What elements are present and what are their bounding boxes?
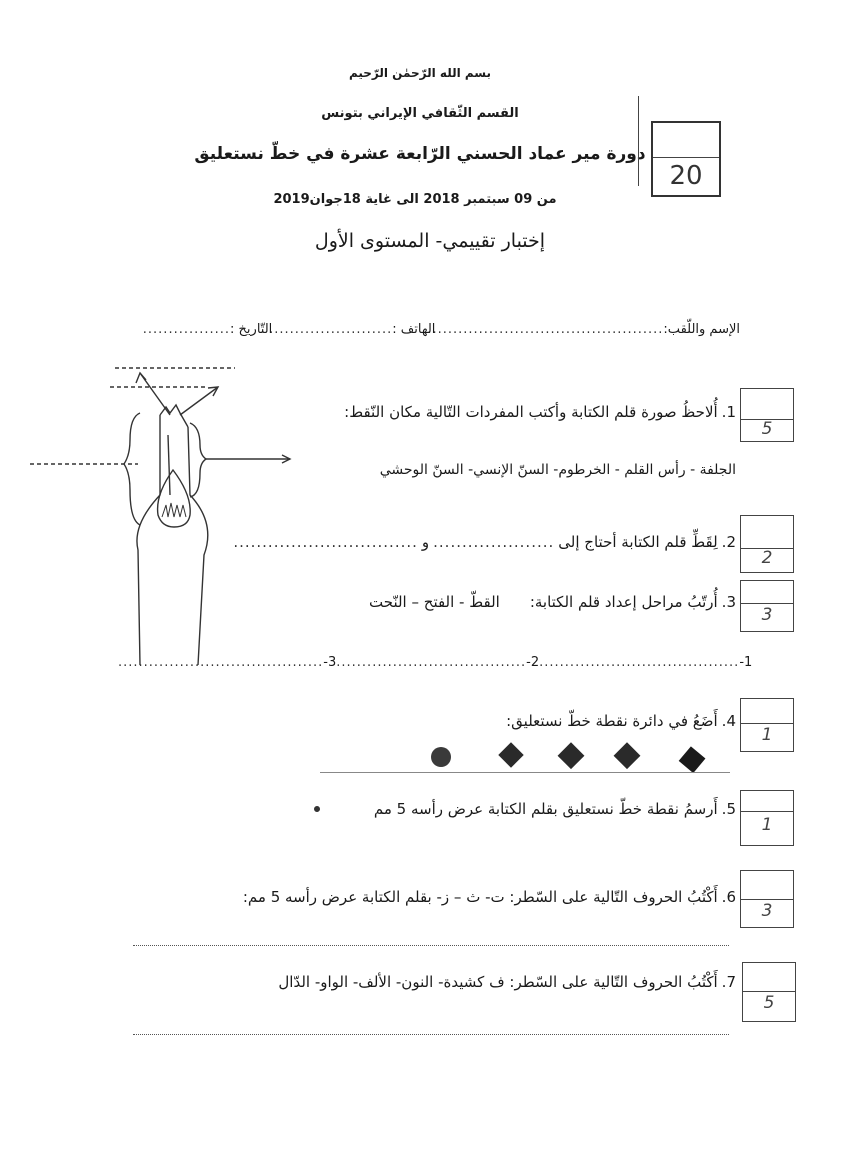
score-box-q5: 1 [740,790,794,846]
pen-nib [160,405,188,427]
score-box-q6: 3 [740,870,794,928]
score-box-q7: 5 [742,962,796,1022]
question-6: 6. أَكْتُبُ الحروف التّالية على السّطر: ت- ث – ز- بقلم الكتابة عرض رأسه 5 مم: [242,888,736,906]
question-3: 3. أُرتّبُ مراحل إعداد قلم الكتابة: القطّ - الفتح – النّحت [369,593,736,611]
dot-options [420,740,720,774]
pen-diagram [20,355,310,670]
grade-box-bracket [638,96,639,186]
total-grade: 20 [669,161,703,191]
institution-name: القسم الثّقافي الإيراني بتونس [321,106,519,121]
question-1-terms: الجلفة - رأس القلم - الخرطوم- السنّ الإنسي- السنّ الوحشي [379,462,736,478]
course-title: دورة مير عماد الحسني الرّابعة عشرة في خطّ نستعليق [194,144,646,164]
pen-body-right [188,427,208,665]
name-label: الإسم واللّقب: [663,322,740,337]
name-field[interactable]: .............................................. [427,322,664,337]
total-grade-box [651,121,721,197]
answer-line-q7[interactable] [133,1034,729,1035]
dot-option-3[interactable] [558,742,585,769]
date-label: التّاريخ : [230,322,273,337]
question-7: 7. أَكْتُبُ الحروف التّالية على السّطر: ف كشيدة- النون- الألف- الواو- الدّال [278,973,736,991]
score-box-q2: 2 [740,515,794,573]
pen-body-left [137,415,160,665]
bracket-right [190,423,206,497]
phone-label: الهاتف : [392,322,436,337]
question-3-answer-line[interactable]: ........................................-3 .....................................-2 .......................................-1 [118,655,753,670]
question-4: 4. أَضَعُ في دائرة نقطة خطّ نستعليق: [506,712,736,730]
score-box-q3: 3 [740,580,794,632]
dot-option-5[interactable] [679,746,706,773]
answer-blank-q2a[interactable]: ..................... [433,533,555,551]
phone-field[interactable]: ........................ [269,322,393,337]
answer-line-q6[interactable] [133,945,729,946]
dot-option-4[interactable] [614,742,641,769]
bismillah: بسم الله الرّحمٰن الرّحيم [348,66,492,80]
score-box-q1: 5 [740,388,794,442]
separator-line [320,772,730,773]
dot-option-2[interactable] [498,742,523,767]
pen-window [158,470,191,527]
bracket-left [124,413,140,525]
arrow-tip-right [180,387,218,415]
question-5: 5. أَرسمُ نقطة خطّ نستعليق بقلم الكتابة عرض رأسه 5 مم [373,800,736,818]
date-field[interactable]: ................. [142,322,231,337]
score-box-q4: 1 [740,698,794,752]
question-1: 1. أُلاحظُ صورة قلم الكتابة وأكتب المفردات التّالية مكان النّقط: [344,403,736,421]
dot-option-round[interactable] [431,747,451,767]
question-2: 2. لِقَطِّ قلم الكتابة أحتاج إلى ..................... و ................................ [233,533,736,551]
exam-title: إختبار تقييمي- المستوى الأول [314,230,546,252]
question-3-stages: القطّ - الفتح – النّحت [369,593,500,611]
course-dates: من 09 سبتمبر 2018 الى غاية 18جوان2019 [273,192,557,207]
student-info-line [118,322,740,337]
answer-blank-q2b[interactable]: ................................ [233,533,418,551]
